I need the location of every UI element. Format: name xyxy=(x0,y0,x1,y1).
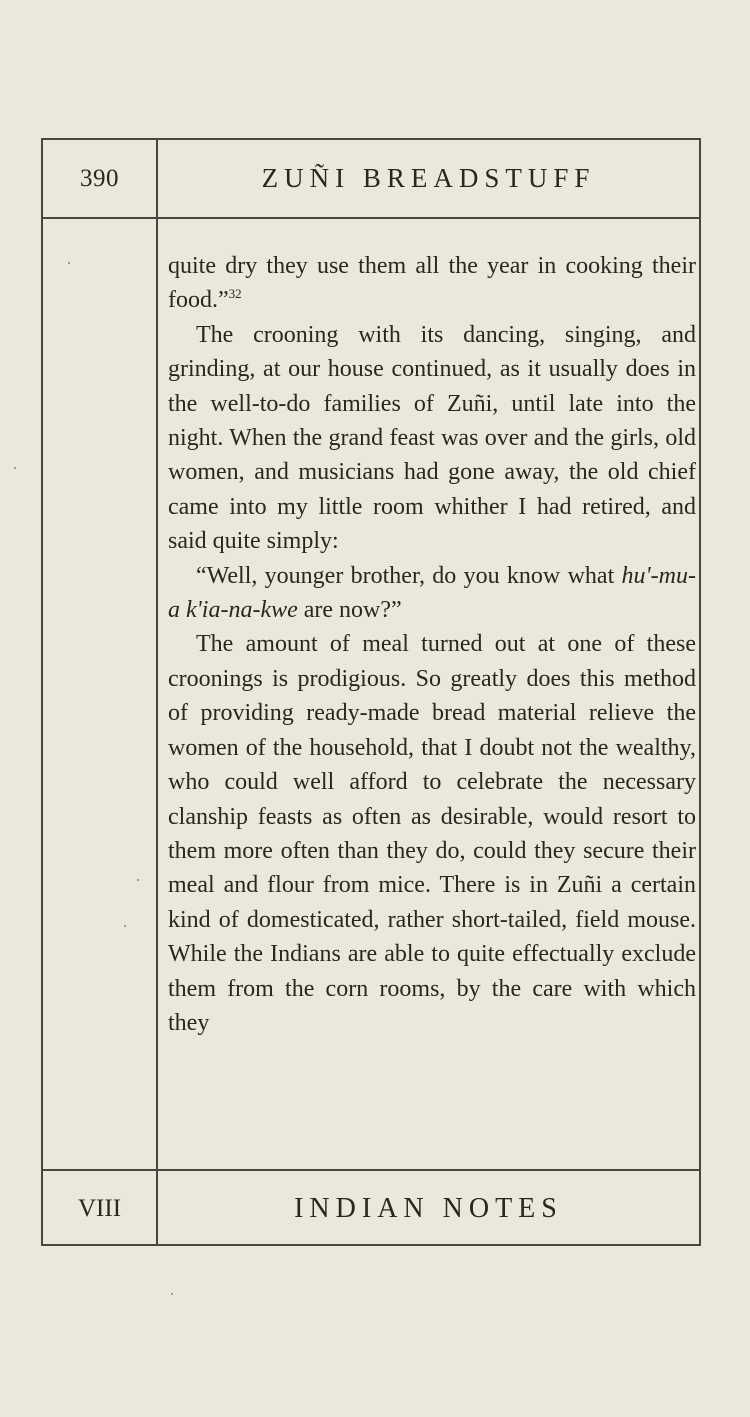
page-frame xyxy=(41,138,701,1246)
zuni-term: hu'-mu-a k'ia-na-kwe xyxy=(168,562,696,624)
paper-speck xyxy=(68,262,70,264)
paper-speck xyxy=(124,925,126,927)
running-foot: INDIAN NOTES xyxy=(294,1192,563,1224)
paragraph xyxy=(168,559,696,628)
paragraph-text: are now?” xyxy=(297,597,402,624)
paragraph: The crooning with its dancing, singing, and grinding, at our house continued, as it usually does in the well-to-do families of Zuñi, until late into the night. When the grand feast was over and the girls, old women, and musicians had gone away, the old chief came into my little room whither I had retired, and said quite simply: xyxy=(168,321,696,555)
paper-speck xyxy=(14,467,16,469)
body-text xyxy=(168,249,696,1040)
paper-speck xyxy=(171,1293,173,1295)
header-rule xyxy=(43,217,699,219)
paragraph-text: quite dry they use them all the year in cooking their food.” xyxy=(168,253,696,314)
footnote-reference: 32 xyxy=(228,286,242,302)
running-head: ZUÑI BREADSTUFF xyxy=(261,163,596,193)
page-number: 390 xyxy=(80,164,119,192)
paragraph-text: “Well, younger brother, do you know what xyxy=(196,562,622,589)
paragraph: The amount of meal turned out at one of these croonings is prodigious. So greatly does this method of providing ready-made bread material relieve the women of the household, that I doubt not the wealthy, who could well afford to celebrate the necessary clanship feasts as often as desirable, would resort to them more often than they do, could they secure their meal and flour from mice. There is in Zuñi a certain kind of domesticated, rather short-tailed, field mouse. While the Indians are able to quite effectually exclude them from the corn rooms, by the care with which they xyxy=(168,631,696,1036)
paper-speck xyxy=(137,879,139,881)
volume-number: VIII xyxy=(77,1194,122,1222)
margin-rule xyxy=(156,140,158,1244)
paragraph xyxy=(168,249,696,318)
